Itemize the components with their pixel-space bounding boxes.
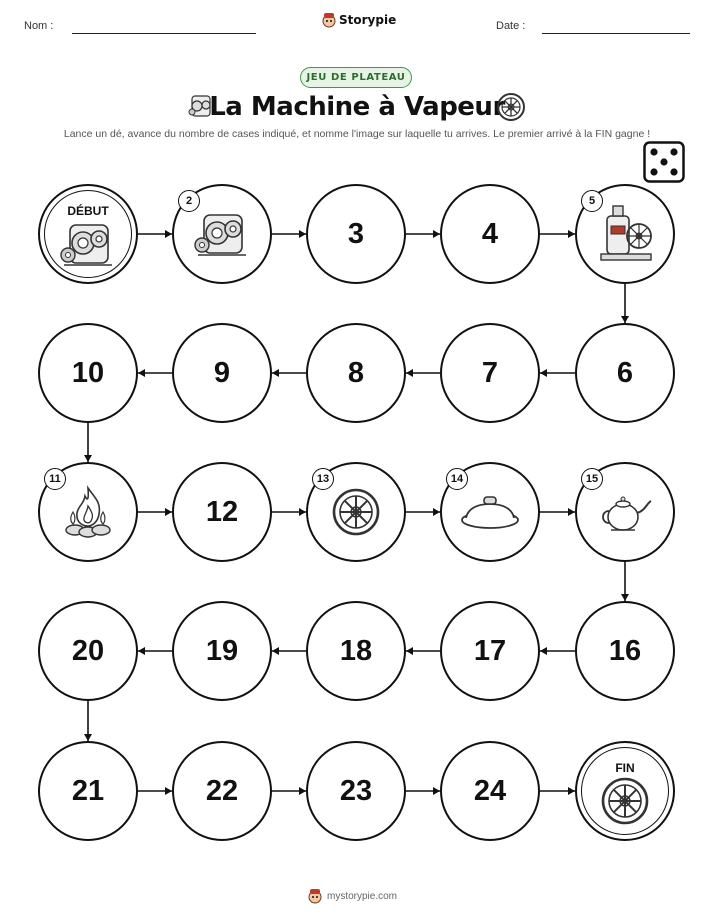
space-label: DÉBUT (67, 204, 109, 218)
space-number: 7 (481, 356, 499, 389)
space-number: 10 (71, 356, 105, 389)
path-arrow (272, 508, 306, 516)
space-number: 23 (339, 774, 373, 807)
path-arrow (540, 647, 575, 655)
path-arrow (540, 508, 575, 516)
space-number: 21 (71, 774, 105, 807)
space-number: 19 (205, 634, 239, 667)
path-arrow (621, 284, 629, 323)
start-space (38, 184, 138, 284)
teapot-icon (595, 489, 655, 539)
path-arrow (138, 647, 172, 655)
space-number: 6 (616, 356, 634, 389)
board-space-24 (440, 741, 540, 841)
path-arrow (621, 562, 629, 601)
footer-site: mystorypie.com (327, 890, 398, 902)
board-space-8 (306, 323, 406, 423)
brand-name: Storypie (339, 13, 397, 27)
wheel-icon (600, 776, 650, 830)
board-space-18 (306, 601, 406, 701)
path-arrow (540, 787, 575, 795)
date-label: Date : (496, 20, 526, 32)
board-space-3 (306, 184, 406, 284)
path-arrow (84, 423, 92, 462)
board-space-4 (440, 184, 540, 284)
board-space-5 (575, 184, 675, 284)
board-space-17 (440, 601, 540, 701)
steam-boiler-icon (595, 202, 655, 270)
space-number-badge: 2 (178, 190, 200, 212)
path-arrow (272, 647, 306, 655)
board-space-10 (38, 323, 138, 423)
board-space-19 (172, 601, 272, 701)
space-number: 8 (347, 356, 365, 389)
path-arrow (138, 787, 172, 795)
space-label: FIN (615, 761, 635, 775)
board-space-22 (172, 741, 272, 841)
instructions: Lance un dé, avance du nombre de cases indiqué, et nomme l'image sur laquelle tu arrives. Le premier arrivé à la FIN gagne ! (63, 128, 651, 140)
space-number-badge: 14 (446, 468, 468, 490)
storypie-mascot-icon (308, 888, 322, 904)
path-arrow (272, 787, 306, 795)
category-badge: JEU DE PLATEAU (300, 67, 412, 88)
footer (308, 888, 397, 904)
path-arrow (272, 369, 306, 377)
path-arrow (84, 701, 92, 741)
path-arrow (138, 508, 172, 516)
board-space-13 (306, 462, 406, 562)
board-space-20 (38, 601, 138, 701)
page-title: La Machine à Vapeur (209, 92, 505, 122)
space-number-badge: 11 (44, 468, 66, 490)
space-number: 24 (473, 774, 507, 807)
pot-lid-icon (458, 492, 522, 536)
board-space-23 (306, 741, 406, 841)
board-space-14 (440, 462, 540, 562)
space-number: 9 (213, 356, 231, 389)
steam-engine-gears-icon (190, 207, 254, 265)
space-number: 22 (205, 774, 239, 807)
board-space-9 (172, 323, 272, 423)
space-number: 20 (71, 634, 105, 667)
board-space-16 (575, 601, 675, 701)
path-arrow (406, 647, 440, 655)
board-space-15 (575, 462, 675, 562)
name-label: Nom : (24, 20, 54, 32)
path-arrow (540, 230, 575, 238)
finish-space (575, 741, 675, 841)
space-number-badge: 15 (581, 468, 603, 490)
space-number: 12 (205, 495, 239, 528)
path-arrow (272, 230, 306, 238)
path-arrow (406, 230, 440, 238)
space-number: 16 (608, 634, 642, 667)
space-number: 18 (339, 634, 373, 667)
path-arrow (138, 369, 172, 377)
path-arrow (406, 369, 440, 377)
space-number-badge: 13 (312, 468, 334, 490)
path-arrow (138, 230, 172, 238)
space-number: 17 (473, 634, 507, 667)
steam-engine-gears-icon (56, 217, 120, 275)
path-arrow (540, 369, 575, 377)
space-number: 3 (347, 217, 365, 250)
space-number-badge: 5 (581, 190, 603, 212)
board-space-7 (440, 323, 540, 423)
space-number: 4 (481, 217, 499, 250)
board-space-2 (172, 184, 272, 284)
board-space-6 (575, 323, 675, 423)
path-arrow (406, 508, 440, 516)
board-space-11 (38, 462, 138, 562)
path-arrow (406, 787, 440, 795)
board-space-21 (38, 741, 138, 841)
wheel-icon (331, 487, 381, 541)
board-space-12 (172, 462, 272, 562)
campfire-icon (57, 484, 119, 544)
